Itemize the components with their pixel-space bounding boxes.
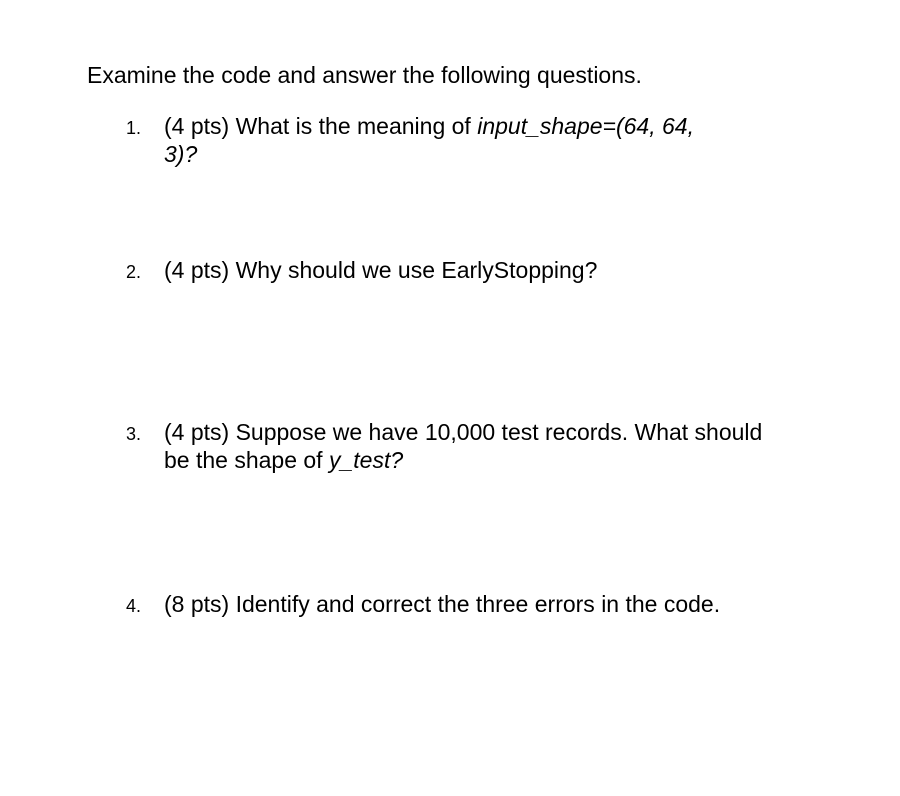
- question-text-plain: (8 pts) Identify and correct the three errors in the code.: [164, 591, 721, 617]
- question-number: 4.: [126, 596, 142, 616]
- question-number: 3.: [126, 424, 142, 444]
- question-text-plain: (4 pts) Why should we use EarlyStopping?: [164, 257, 598, 283]
- question-text: [164, 112, 724, 168]
- question-text-italic: y_test?: [328, 447, 404, 473]
- question-text-plain: (4 pts) What is the meaning of: [164, 113, 478, 139]
- question-text-italic: input_shape=(64, 64, 3)?: [164, 113, 694, 167]
- instructions-text: Examine the code and answer the following questions.: [87, 62, 642, 88]
- question-text: [164, 590, 724, 618]
- question-text: [164, 418, 764, 474]
- question-text: [164, 256, 764, 284]
- question-number: 1.: [126, 118, 142, 138]
- question-text-plain: (4 pts) Suppose we have 10,000 test records. What should be the shape of: [164, 419, 763, 473]
- question-number: 2.: [126, 262, 142, 282]
